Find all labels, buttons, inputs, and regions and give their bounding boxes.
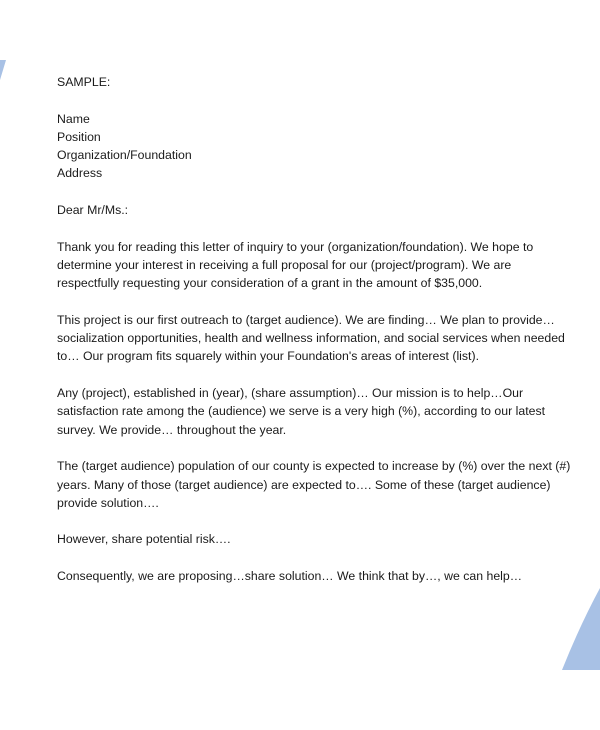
paragraph-line: Consequently, we are proposing…share solution… We think that by…, we can help… <box>57 569 523 584</box>
paragraph-line: provide solution…. <box>57 495 159 510</box>
paragraph-line: respectfully requesting your consideration of a grant in the amount of $35,000. <box>57 276 483 291</box>
sample-heading: SAMPLE: <box>57 75 111 89</box>
recipient-organization: Organization/Foundation <box>57 148 192 163</box>
paragraph-line: years. Many of those (target audience) are expected to…. Some of these (target audience) <box>57 477 551 492</box>
paragraph-line: survey. We provide… throughout the year. <box>57 422 287 437</box>
paragraph-mission <box>57 384 557 439</box>
bottom-right-accent-shape <box>562 588 600 670</box>
paragraph-line: satisfaction rate among the (audience) we serve is a very high (%), according to our latest <box>57 404 546 419</box>
paragraph-line: Thank you for reading this letter of inquiry to your (organization/foundation). We hope to <box>57 239 534 254</box>
letter-body <box>57 73 571 585</box>
paragraph-line: This project is our first outreach to (target audience). We are finding… We plan to provide… <box>57 312 555 327</box>
paragraph-line: to… Our program fits squarely within your Foundation's areas of interest (list). <box>57 349 479 364</box>
paragraph-line: Any (project), established in (year), (share assumption)… Our mission is to help…Our <box>57 386 524 401</box>
paragraph-solution <box>57 567 557 585</box>
paragraph-project <box>57 311 565 366</box>
paragraph-line: determine your interest in receiving a full proposal for our (project/program). We are <box>57 257 512 272</box>
paragraph-population <box>57 457 571 512</box>
paragraph-line: However, share potential risk…. <box>57 532 231 547</box>
paragraph-line: socialization opportunities, health and wellness information, and social services when needed <box>57 331 565 346</box>
recipient-address: Address <box>57 166 103 181</box>
recipient-name: Name <box>57 111 90 126</box>
paragraph-risk <box>57 530 557 548</box>
paragraph-intro <box>57 238 557 293</box>
recipient-position: Position <box>57 129 101 144</box>
recipient-block <box>57 110 557 183</box>
paragraph-line: The (target audience) population of our county is expected to increase by (%) over the next (#) <box>57 459 571 474</box>
top-left-accent-shape <box>0 60 6 80</box>
salutation: Dear Mr/Ms.: <box>57 203 129 218</box>
